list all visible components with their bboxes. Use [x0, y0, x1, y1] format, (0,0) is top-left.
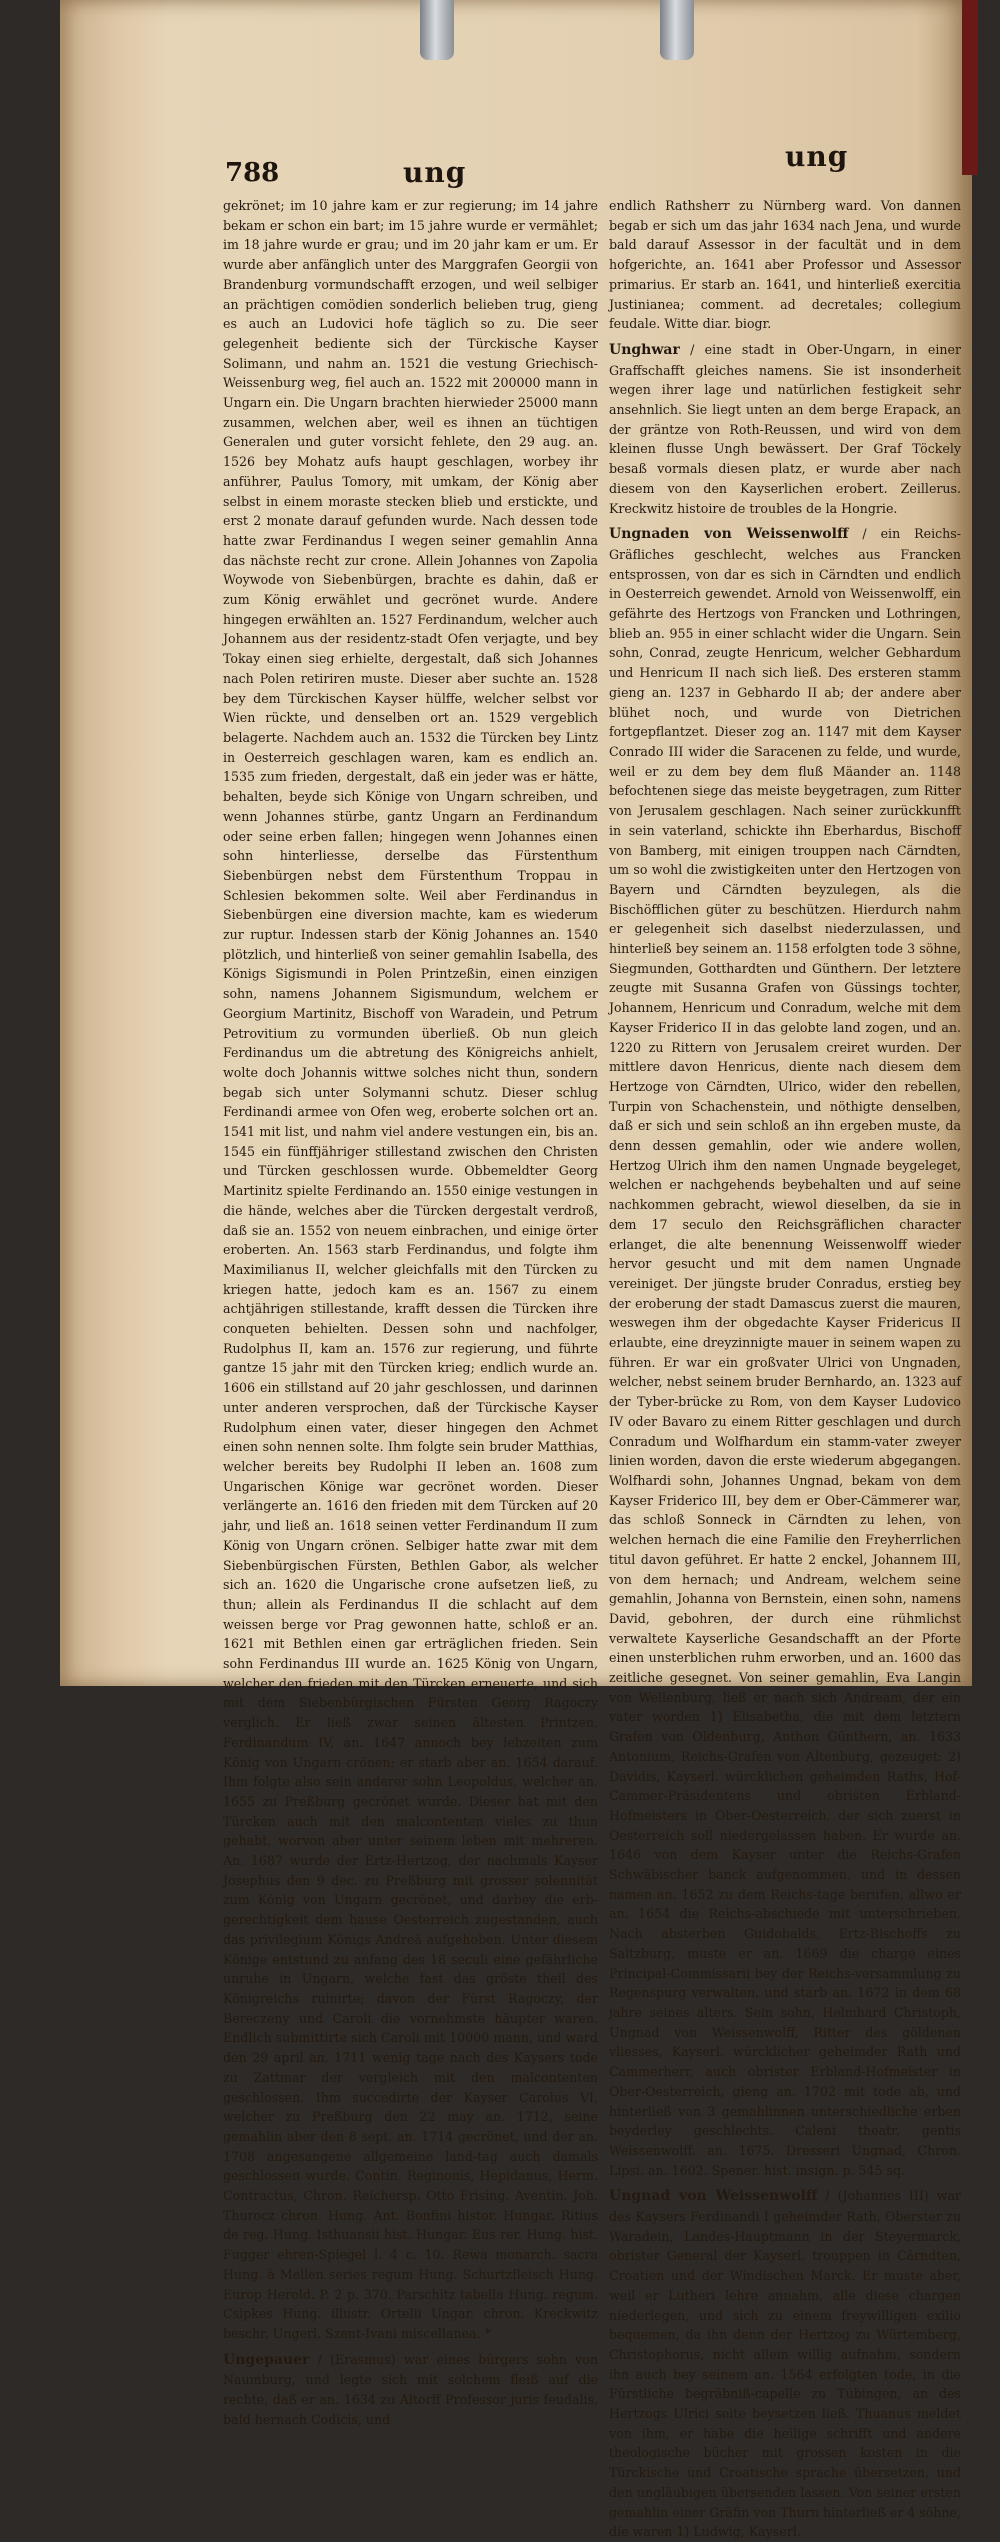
entry-ungnaden-von-weissenwolff — [609, 524, 961, 2180]
entry-headword: Ungnaden von Weissenwolff — [609, 526, 849, 543]
entry-ungepauer — [223, 2350, 598, 2430]
entry-continuation — [609, 196, 961, 334]
left-paragraph: gekrönet; im 10 jahre kam er zur regierung; im 14 jahre bekam er schon ein bart; im 15 jahre wurde er vermählet; im 18 jahre wurde er grau; und im 20 jahr kam er um. Er wurde aber anfänglich unter des Marggrafen Georgii von Brandenburg vormundschafft erzogen, und weil selbiger an prächtigen comödien sonderlich belieben trug, gieng es auch an Ludovici hofe täglich so zu. Die seer gelegenheit bediente sich der Türckische Kayser Solimann, und nahm an. 1521 die vestung Griechisch-Weissenburg weg, fiel auch an. 1522 mit 200000 mann in Ungarn ein. Die Ungarn brachten hierwieder 25000 mann zusammen, welchen aber, weil es ihnen an tüchtigen Generalen und guter vorsicht fehlete, den 29 aug. an. 1526 bey Mohatz aufs haupt geschlagen, worbey ihr anführer, Paulus Tomory, mit umkam, der König aber selbst in einem moraste stecken blieb und erstickte, und erst 2 monate darauf gefunden wurde. Nach dessen tode hatte zwar Ferdinandus I wegen seiner gemahlin Anna das nächste recht zur crone. Allein Johannes von Zapolia Woywode von Siebenbürgen, brachte es dahin, daß er zum König erwählet und gecrönet wurde. Andere hingegen erwählten an. 1527 Ferdinandum, welcher auch Johannem aus der residentz-stadt Ofen verjagte, und bey Tokay einen sieg erhielte, dergestalt, daß sich Johannes nach Polen retiriren muste. Dieser aber suchte an. 1528 bey dem Türckischen Kayser hülffe, welcher selbst vor Wien rückte, und denselben ort an. 1529 vergeblich belagerte. Nachdem auch an. 1532 die Türcken bey Lintz in Oesterreich geschlagen waren, kam es endlich an. 1535 zum frieden, dergestalt, daß ein jeder was er hätte, behalten, beyde sich Könige von Ungarn schreiben, und wenn Johannes stürbe, gantz Ungarn an Ferdinandum oder seine erben fallen; hingegen wenn Johannes einen sohn hinterliesse, derselbe das Fürstenthum Siebenbürgen nebst dem Fürstenthum Troppau in Schlesien bekommen solte. Weil aber Ferdinandus in Siebenbürgen eine diversion machte, kam es wiederum zur ruptur. Indessen starb der König Johannes an. 1540 plötzlich, und hinterließ von seiner gemahlin Isabella, des Königs Sigismundi in Polen Printzeßin, einen einzigen sohn, namens Johannem Sigismundum, welchem er Georgium Martinitz, Bischoff von Waradein, und Petrum Petrovitium zu vormunden überließ. Ob nun gleich Ferdinandus um die abtretung des Königreichs anhielt, wolte doch Johannis wittwe solches nicht thun, sondern begab sich unter Solymanni schutz. Dieser schlug Ferdinandi armee von Ofen weg, eroberte solchen ort an. 1541 mit list, und nahm viel andere vestungen ein, bis an. 1545 ein fünffjähriger stillestand zwischen den Christen und Türcken geschlossen wurde. Obbemeldter Georg Martinitz spielte Ferdinando an. 1550 einige vestungen in die hände, welches aber die Türcken dergestalt verdroß, daß sie an. 1552 von neuem einbrachen, und einige örter eroberten. An. 1563 starb Ferdinandus, und folgte ihm Maximilianus II, welcher gleichfalls mit den Türcken zu kriegen hatte, jedoch kam es an. 1567 zu einem achtjährigen stillestande, krafft dessen die Türcken ihre conqueten behielten. Dessen sohn und nachfolger, Rudolphus II, kam an. 1576 zur regierung, und führte gantze 15 jahr mit den Türcken krieg; endlich wurde an. 1606 ein stillstand auf 20 jahr geschlossen, und darinnen unter anderen versprochen, daß der Türckische Kayser Rudolphum einen vater, dieser hingegen den Achmet einen sohn nennen solte. Ihm folgte sein bruder Matthias, welcher bereits bey Rudolphi II leben an. 1608 zum Ungarischen Könige war gecrönet worden. Dieser verlängerte an. 1616 den frieden mit dem Türcken auf 20 jahr, und ließ an. 1618 seinen vetter Ferdinandum II zum König von Ungarn crönen. Selbiger hatte zwar mit dem Siebenbürgischen Fürsten, Bethlen Gabor, als welcher sich an. 1620 die Ungarische crone aufsetzen ließ, zu thun; allein als Ferdinandus II die schlacht auf dem weissen berge vor Prag gewonnen hatte, schloß er an. 1621 mit Bethlen einen gar erträglichen frieden. Sein sohn Ferdinandus III wurde an. 1625 König von Ungarn, welcher den frieden mit den Türcken erneuerte, und sich mit dem Siebenbürgischen Fürsten Georg Ragoczy verglich. Er ließ zwar seinen ältesten Printzen, Ferdinandum IV, an. 1647 annoch bey lebzeiten zum König von Ungarn crönen; er starb aber an. 1654 darauf. Ihm folgte also sein anderer sohn Leopoldus, welcher an. 1655 zu Preßburg gecrönet wurde. Dieser hat mit den Türcken auch mit den malcontenten vieles zu thun gehabt, worvon aber unter seinem leben mit mehreren. An. 1687 wurde der Ertz-Hertzog, der nachmals Kayser Josephus den 9 dec. zu Preßburg mit grosser solennität zum König von Ungarn gecrönet, und darbey die erb-gerechtigkeit dem hause Oesterreich zugestanden, auch das privilegium Königs Andreä aufgehoben. Unter diesem Könige entstund zu anfang des 18 seculi eine gefährliche unruhe in Ungarn, welche fast das gröste theil des Königreichs ruinirte; davon der Fürst Ragoczy, der Bereczeny und Caroli die vornehmste häupter waren. Endlich submittirte sich Caroli mit 10000 mann, und ward den 29 april an. 1711 wenig tage nach des Kaysers tode zu Zattmar der vergleich mit den malcontenten geschlossen. Ihm succedirte der Kayser Carolus VI, welcher zu Preßburg den 22 may an. 1712, seine gemahlin aber den 8 sept. an. 1714 gecrönet, und der an. 1708 angesangene allgemeine land-tag auch damals geschlossen wurde. Contin. Reginonis, Hepidanus, Herm. Contractus, Chron. Reichersp. Otto Frising. Aventin. Joh. Thurocz chron. Hung. Ant. Bonfini histor. Hungar. Ritius de reg. Hung. Isthuansii hist. Hungar. Eus rer. Hung. hist. Fugger ehren-Spiegel l. 4 c. 10. Rewa monarch. sacra Hung. à Mellen series regum Hung. Schurtzfleisch Hung. Europ Herold. P. 2 p. 370. Parschitz tabella Hung. regum. Csipkes Hung. illustr. Ortelii Ungar. chron. Kreckwitz beschr. Ungerl. Szent-Ivani miscellanea. * — [223, 198, 598, 2341]
page-clip-right — [660, 0, 694, 60]
page-header — [225, 140, 965, 194]
entry-headword: Ungepauer — [223, 2351, 310, 2368]
entry-text: endlich Rathsherr zu Nürnberg ward. Von dannen begab er sich um das jahr 1634 nach Jena, und wurde bald darauf Assessor in der facultät und in dem hofgerichte, an. 1641 aber Professor und Assessor primarius. Er starb an. 1641, und hinterließ exercitia Justinianea; comment. ad decretales; collegium feudale. Witte diar. biogr. — [609, 198, 961, 332]
bookmark-tab — [962, 0, 978, 175]
running-head-right: ung — [785, 140, 849, 173]
entry-unghwar — [609, 340, 961, 518]
entry-headword: Unghwar — [609, 341, 680, 358]
page-number: 788 — [225, 158, 280, 188]
page-clip-left — [420, 0, 454, 60]
running-head-left: ung — [403, 156, 467, 189]
entry-text: / (Erasmus) war eines bürgers sohn von Naumburg, und legte sich mit solchem fleiß auf die rechte, daß er an. 1634 zu Altorff Professor juris feudalis, bald hernach Codicis, und — [223, 2351, 598, 2427]
right-column — [609, 196, 961, 2542]
entry-text: / eine stadt in Ober-Ungarn, in einer Graffschafft gleiches namens. Sie ist insonderheit wegen ihrer lage und natürlichen festigkeit sehr ansehnlich. Sie liegt unten an dem berge Erapack, an der gräntze von Roth-Reussen, und wird von dem kleinen flusse Ungh bewässert. Der Graf Töckely besaß vormals diesen platz, er wurde aber nach diesem von den Kayserlichen erobert. Zeillerus. Kreckwitz histoire de troubles de la Hongrie. — [609, 341, 961, 516]
entry-ungnad-von-weissenwolff — [609, 2186, 961, 2542]
entry-text: / (Johannes III) war des Kaysers Ferdinandi I geheimder Rath, Oberster zu Waradein, Landes-Hauptmann in der Steyermarck, obrister General der Kayserl. trouppen in Cärndten, Croatien und der Windischen Marck. Er muste aber, weil er Lutheri lehre annahm, alle diese chargen niederlegen, und sich zu einem freywilligen exilio bequemen, da ihn denn der Hertzog zu Würtemberg, Christophorus, nicht allein willig aufnahm, sondern ihn auch bey seinem an. 1564 erfolgten tode, in die Fürstliche begräbniß-capelle zu Tübingen, an des Hertzogs Ulrici seite beysetzen ließ. Thuanus meldet von ihm, er habe die heilige schrifft und andere theologische bücher mit grossen kosten in die Türckische und Croatische sprache übersetzen, und den ungläubigen übersenden lassen. Von seiner ersten gemahlin einer Gräfin von Thurn hinterließ er 4 söhne, die waren 1) Ludwig, Kayserl. — [609, 2188, 961, 2540]
entry-text: / ein Reichs-Gräfliches geschlecht, welches aus Francken entsprossen, von dar es sich in Cärndten und endlich in Oesterreich gewendet. Arnold von Weissenwolff, ein gefährte des Hertzogs von Francken und Lothringen, blieb an. 955 in einer schlacht wider die Ungarn. Sein sohn, Conrad, zeugte Henricum, welcher Gebhardum und Henricum II nach sich ließ. Des ersteren stamm gieng an. 1237 in Gebhardo II ab; der andere aber blühet noch, und wurde von Dietrichen fortgepflantzet. Dieser zog an. 1147 mit dem Kayser Conrado III wider die Saracenen zu felde, und wurde, weil er zu dem bey dem fluß Mäander an. 1148 befochtenen siege das meiste beygetragen, zum Ritter von Jerusalem geschlagen. Nach seiner zurückkunfft in sein vaterland, schickte ihn Eberhardus, Bischoff von Bamberg, mit einigen trouppen nach Cärndten, um so wohl die zwistigkeiten unter den Hertzogen von Bayern und Cärndten beyzulegen, als die Bischöfflichen güter zu beschützen. Hierdurch nahm er gelegenheit sich daselbst niederzulassen, und hinterließ bey seinem an. 1158 erfolgten tode 3 söhne, Siegmunden, Gotthardten und Günthern. Der letztere zeugte mit Susanna Grafen von Güssings tochter, Johannem, Henricum und Conradum, welche mit dem Kayser Friderico II in das gelobte land zogen, und an. 1220 zu Rittern von Jerusalem creiret wurden. Der mittlere davon Henricus, diente nach diesem dem Hertzoge von Cärndten, Ulrico, wider den rebellen, Turpin von Schachenstein, und nöthigte denselben, daß er sich und sein schloß an ihn ergeben muste, da denn dessen gemahlin, oder wie andere wollen, Hertzog Ulrich ihm den namen Ungnade beygeleget, welchen er nachgehends beybehalten und auf seine nachkommen gebracht, wiewol dieselben, da sie in dem 17 seculo den Reichsgräflichen character erlanget, die alte benennung Weissenwolff wieder hervor gesucht und mit dem namen Ungnade vereiniget. Der jüngste bruder Conradus, erstieg bey der eroberung der stadt Damascus zuerst die mauren, weswegen ihm der obgedachte Kayser Fridericus II erlaubte, eine dreyzinnigte mauer in seinem wapen zu führen. Er war ein großvater Ulrici von Ungnaden, welcher, nebst seinem bruder Bernhardo, an. 1323 auf der Tyber-brücke zu Rom, von dem Kayser Ludovico IV oder Bavaro zu einem Ritter geschlagen und durch Conradum und Wolfhardum ein stamm-vater zweyer linien worden, davon die erste wiederum abgegangen. Wolfhardi sohn, Johannes Ungnad, bekam von dem Kayser Friderico III, bey dem er Ober-Cämmerer war, das schloß Sonneck in Cärndten zu lehen, von welchen hernach die eine Familie den Freyherrlichen titul davon geführet. Er hatte 2 enckel, Johannem III, von dem hernach; und Andream, welchem seine gemahlin, Johanna von Bernstein, einen sohn, namens David, gebohren, der durch eine rühmlichst verwaltete Kayserliche Gesandschafft an der Pforte einen unsterblichen ruhm erworben, und an. 1600 das zeitliche gesegnet. Von seiner gemahlin, Eva Langin von Wellenburg, ließ er nach sich Andream, der ein vater worden 1) Elisabetha, die mit dem letztern Grafen von Oldenburg, Anthon Günthern, an. 1633 Antonium, Reichs-Grafen von Altenburg, gezeuget: 2) Davidis, Kayserl. würcklichen geheimden Raths, Hof-Cammer-Präsidentens und obristen Erbland-Hofmeisters in Ober-Oesterreich, der sich zuerst in Oesterreich soll niedergelassen haben. Er wurde an. 1646 von dem Kayser unter die Reichs-Grafen Schwäbischer banck aufgenommen, und in dessen namen an. 1652 zu dem Reichs-tage berufen, allwo er an. 1654 die Reichs-abschiede mit unterschrieben. Nach absterben Guidobalds, Ertz-Bischoffs zu Saltzburg, muste er an. 1669 die charge eines Principal-Commissarii bey der Reichs-versammlung zu Regenspurg verwalten, und starb an. 1672 in dem 68 jahre seines alters. Sein sohn, Helmhard Christoph, Ungnad von Weissenwolff, Ritter des göldenen vliesses, Kayserl. würcklicher geheimder Rath und Cammerherr, auch obrister Erbland-Hofmeister in Ober-Oesterreich, gieng an. 1702 mit tode ab, und hinterließ von 3 gemahlinnen unterschiedliche erben beyderley geschlechts. Caleni theatr. gentis Weissenwolff. an. 1675. Dresseri Ungnad, Chron. Lipsi. an. 1602. Spener. hist. insign. p. 545 sq. — [609, 526, 961, 2178]
left-column — [223, 196, 598, 2429]
entry-headword: Ungnad von Weissenwolff — [609, 2188, 818, 2205]
